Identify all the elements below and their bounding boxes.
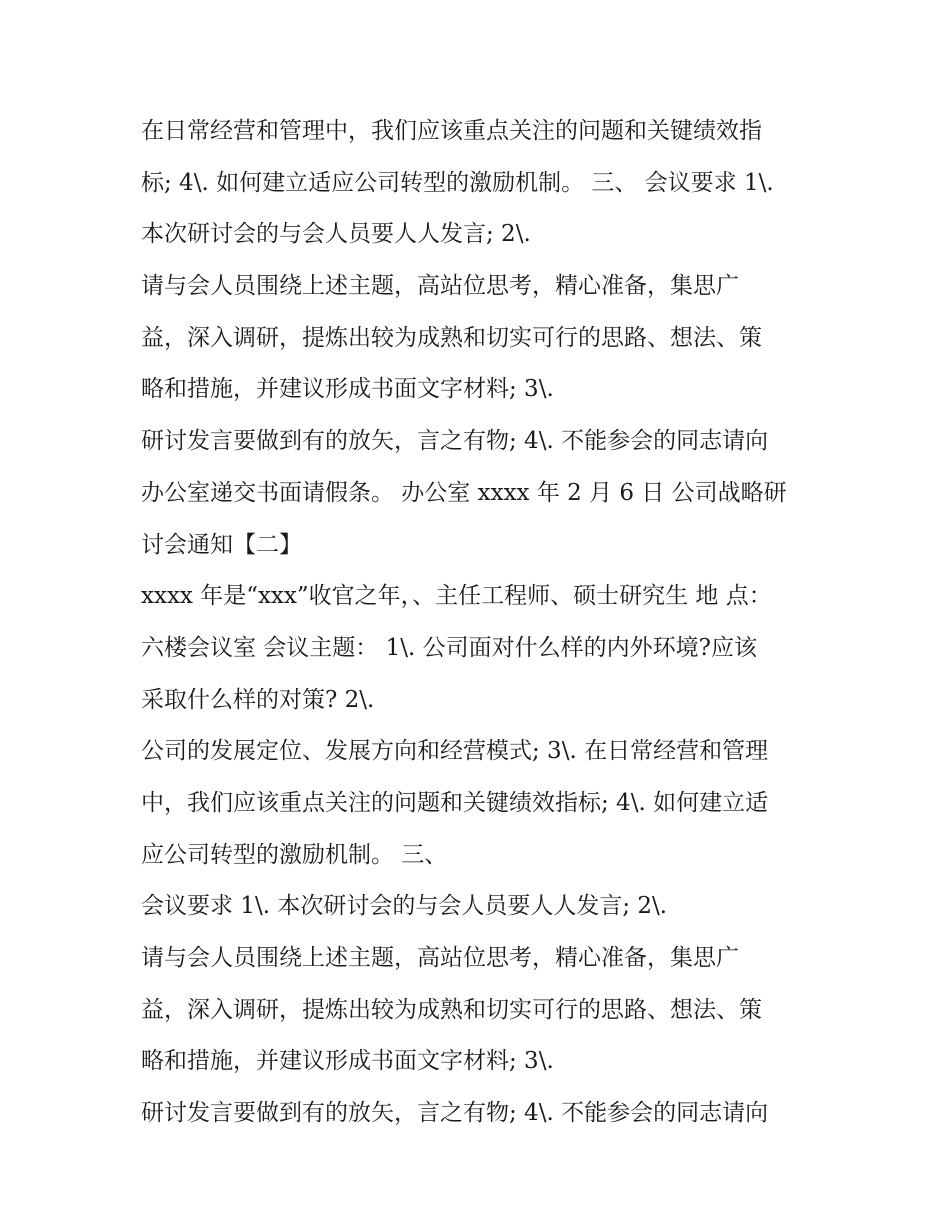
text-line: 本次研讨会的与会人员要人人发言; 2\. <box>141 221 531 248</box>
text-line: 研讨发言要做到有的放矢，言之有物; 4\. 不能参会的同志请向 <box>141 1100 769 1127</box>
text-line: 六楼会议室 会议主题： 1\. 公司面对什么样的内外环境?应该 <box>141 634 757 661</box>
text-line: 标; 4\. 如何建立适应公司转型的激励机制。 三、 会议要求 1\. <box>141 169 774 196</box>
text-line: 益，深入调研，提炼出较为成熟和切实可行的思路、想法、策 <box>141 324 762 351</box>
text-line: 请与会人员围绕上述主题，高站位思考，精心准备，集思广 <box>141 273 739 300</box>
text-line: 应公司转型的激励机制。 三、 <box>141 841 448 868</box>
text-line: 请与会人员围绕上述主题，高站位思考，精心准备，集思广 <box>141 945 739 971</box>
text-line: 会议要求 1\. 本次研讨会的与会人员要人人发言; 2\. <box>141 893 668 920</box>
document-body <box>141 106 821 1140</box>
text-line: 益，深入调研，提炼出较为成熟和切实可行的思路、想法、策 <box>141 996 762 1023</box>
text-line: 中，我们应该重点关注的问题和关键绩效指标; 4\. 如何建立适 <box>141 789 769 816</box>
text-line: 办公室递交书面请假条。 办公室 xxxx 年 2 月 6 日 公司战略研 <box>141 479 787 506</box>
text-line: 研讨发言要做到有的放矢，言之有物; 4\. 不能参会的同志请向 <box>141 428 769 455</box>
text-line: 略和措施，并建议形成书面文字材料; 3\. <box>141 376 554 403</box>
text-line: 略和措施，并建议形成书面文字材料; 3\. <box>141 1048 554 1075</box>
text-line: 公司的发展定位、发展方向和经营模式; 3\. 在日常经营和管理 <box>141 738 769 765</box>
text-line: 采取什么样的对策? 2\. <box>141 686 375 713</box>
section-heading: 讨会通知【二】 <box>141 531 302 558</box>
text-line: xxxx 年是“xxx”收官之年，、主任工程师、硕士研究生 地 点： <box>141 583 772 610</box>
text-line: 在日常经营和管理中，我们应该重点关注的问题和关键绩效指 <box>141 118 762 144</box>
